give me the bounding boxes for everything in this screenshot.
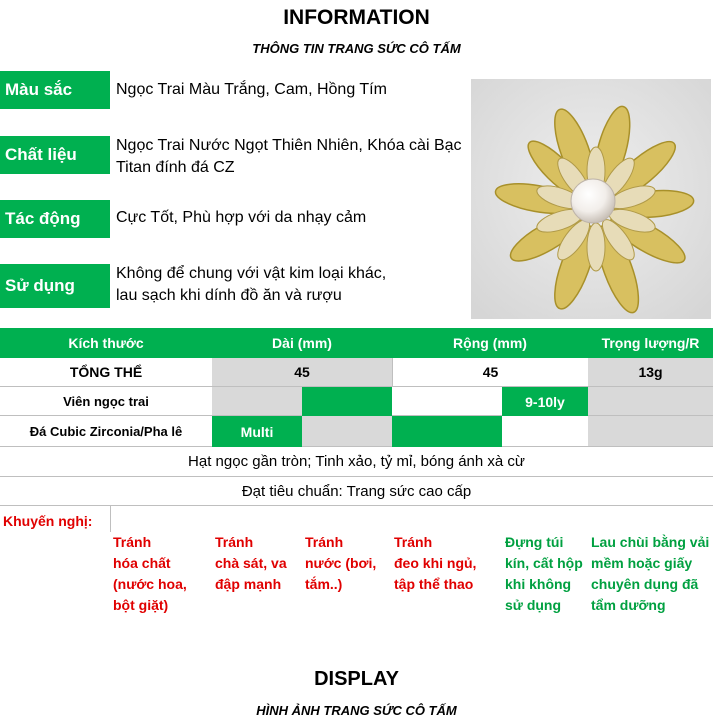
recommendation-divider [110, 506, 111, 532]
row-vien-ngoc-label: Viên ngọc trai [0, 387, 212, 416]
row-tong-the-label: TỔNG THỂ [0, 358, 212, 387]
row-da-cz-cell-4 [502, 416, 588, 447]
header-dai: Dài (mm) [272, 335, 332, 351]
row-tong-the-dai: 45 [212, 358, 392, 387]
value-tac-dong: Cực Tốt, Phù hợp với da nhạy cảm [116, 209, 367, 226]
note-standard: Đạt tiêu chuẩn: Trang sức cao cấp [0, 477, 713, 506]
rec-item-cleaning: Lau chùi bằng vải mềm hoặc giấy chuyên dụng đã tẩm dưỡng [591, 534, 710, 613]
value-su-dung: Không để chung với vật kim loại khác, lau sạch khi dính đồ ăn và rượu [116, 265, 387, 304]
rec-item-storage: Đựng túi kín, cất hộp khi không sử dụng [505, 534, 583, 613]
value-chat-lieu: Ngọc Trai Nước Ngọt Thiên Nhiên, Khóa cài Bạc Titan đính đá CZ [116, 137, 462, 176]
row-vien-ngoc-cell-5 [588, 387, 713, 416]
note-shape: Hạt ngọc gần tròn; Tinh xảo, tỷ mỉ, bóng ánh xà cừ [0, 447, 713, 477]
header-trong-luong: Trọng lượng/R [601, 335, 700, 351]
recommendation-label: Khuyến nghị: [3, 513, 93, 529]
row-tong-the-weight: 13g [588, 358, 713, 387]
row-vien-ngoc-cell-2 [302, 387, 392, 416]
header-rong: Rộng (mm) [453, 335, 527, 351]
row-da-cz-cell-2 [302, 416, 392, 447]
rec-item-sleep: Tránh đeo khi ngủ, tập thể thao [394, 534, 477, 592]
row-tong-the-rong: 45 [392, 358, 588, 387]
rec-item-water: Tránh nước (bơi, tắm..) [305, 534, 377, 592]
row-vien-ngoc-size: 9-10ly [502, 387, 588, 416]
display-title: DISPLAY [314, 668, 399, 690]
row-da-cz-cell-5 [588, 416, 713, 447]
pearl-brooch-image [471, 79, 711, 319]
row-da-cz-label: Đá Cubic Zirconia/Pha lê [0, 416, 212, 447]
rec-item-chemicals: Tránh hóa chất (nước hoa, bột giặt) [113, 534, 187, 613]
row-da-cz-cell-3 [392, 416, 502, 447]
row-vien-ngoc-cell-1 [212, 387, 302, 416]
label-tac-dong: Tác động [0, 200, 110, 238]
display-subtitle: HÌNH ẢNH TRANG SỨC CÔ TẤM [256, 703, 457, 718]
rec-item-friction: Tránh chà sát, va đập mạnh [215, 534, 287, 592]
row-vien-ngoc-cell-3 [392, 387, 502, 416]
value-mau-sac: Ngọc Trai Màu Trắng, Cam, Hồng Tím [116, 81, 387, 98]
label-chat-lieu: Chất liệu [0, 136, 110, 174]
page-subtitle: THÔNG TIN TRANG SỨC CÔ TẤM [252, 41, 461, 56]
page-title: INFORMATION [283, 6, 430, 29]
header-kich-thuoc: Kích thước [68, 335, 144, 351]
row-da-cz-value: Multi [212, 416, 302, 447]
label-su-dung: Sử dụng [0, 264, 110, 308]
label-mau-sac: Màu sắc [0, 71, 110, 109]
